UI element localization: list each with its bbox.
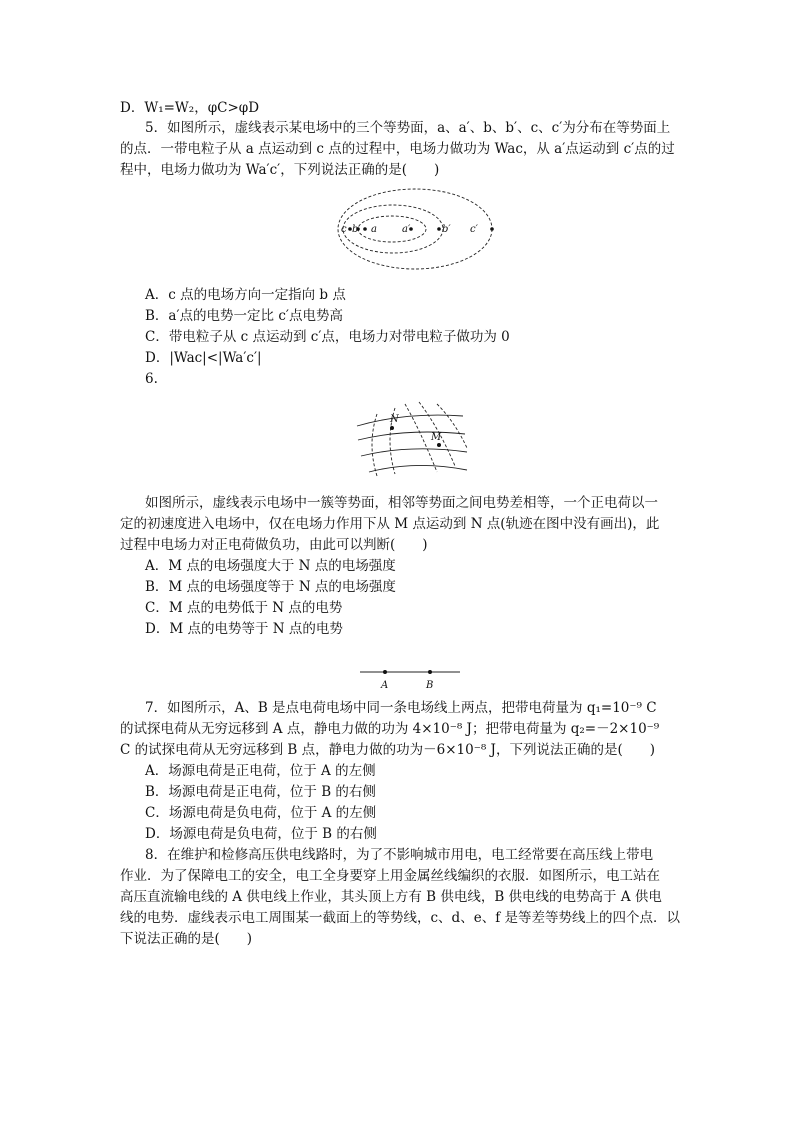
q6-field-line-3 [361, 449, 467, 456]
q6-option-b: B．M 点的电场强度等于 N 点的电场强度 [145, 579, 396, 595]
q5-figure-equipotential-ellipses [335, 185, 495, 275]
q6-field-line-1 [357, 415, 463, 426]
q7-point-b [428, 670, 432, 674]
q6-figure-equipotential-surfaces [355, 400, 470, 478]
q8-stem-line-5: 下说法正确的是( ) [120, 931, 253, 947]
q7-label-b: B [426, 680, 434, 691]
q5-label-c: c [341, 224, 347, 235]
q5-stem-line-3: 程中，电场力做功为 Wa′c′，下列说法正确的是( ) [120, 162, 440, 178]
q5-stem-line-1: 5．如图所示，虚线表示某电场中的三个等势面，a、a′、b、b′、c、c′为分布在等势面上 [145, 120, 671, 136]
q5-label-a-prime: a′ [402, 224, 411, 235]
q5-option-d: D．|Wac|<|Wa′c′| [145, 350, 262, 366]
q5-label-a: a [371, 224, 377, 235]
q6-label-m: M [431, 432, 442, 443]
q8-stem-line-3: 高压直流输电线的 A 供电线上作业，其头顶上方有 B 供电线，B 供电线的电势高于 A 供电 [120, 889, 662, 905]
q8-stem-line-1: 8．在维护和检修高压供电线路时，为了不影响城市用电，电工经常要在高压线上带电 [145, 847, 654, 863]
q8-stem-line-2: 作业．为了保障电工的安全，电工全身要穿上用金属丝线编织的衣服．如图所示，电工站在 [120, 868, 660, 884]
q7-point-a [383, 670, 387, 674]
q5-ellipse-outer [338, 189, 492, 269]
q6-stem-line-3: 过程中电场力对正电荷做负功，由此可以判断( ) [120, 537, 428, 553]
q5-label-b-prime: b′ [442, 224, 451, 235]
q5-label-b: b [352, 224, 359, 235]
q6-label-n: N [390, 414, 399, 425]
q7-figure-field-line [350, 662, 465, 692]
q7-option-d: D．场源电荷是负电荷，位于 B 的右侧 [145, 826, 377, 842]
q7-option-a: A．场源电荷是正电荷，位于 A 的左侧 [145, 763, 376, 779]
q5-ellipse-inner [358, 216, 426, 242]
q5-point-b-prime [437, 227, 441, 231]
q7-stem-line-3: C 的试探电荷从无穷远移到 B 点，静电力做的功为－6×10⁻⁸ J，下列说法正确的是( ) [120, 742, 655, 758]
q6-point-n [390, 426, 394, 430]
q8-stem-line-4: 线的电势．虚线表示电工周围某一截面上的等势线，c、d、e、f 是等差等势线上的四个点．以 [120, 910, 680, 926]
q7-stem-line-2: 的试探电荷从无穷远移到 A 点，静电力做的功为 4×10⁻⁸ J；把带电荷量为 q₂=－2×10⁻⁹ [120, 721, 660, 737]
q6-stem-line-1: 如图所示，虚线表示电场中一簇等势面，相邻等势面之间电势差相等，一个正电荷以一 [145, 495, 658, 511]
q6-point-m [437, 443, 441, 447]
q7-option-c: C．场源电荷是负电荷，位于 A 的左侧 [145, 805, 377, 821]
q5-stem-line-2: 的点．一带电粒子从 a 点运动到 c 点的过程中，电场力做功为 Wac，从 a′点运动到 c′点的过 [120, 141, 675, 157]
q6-equipotential-5 [437, 404, 467, 448]
q6-stem-line-2: 定的初速度进入电场中，仅在电场力作用下从 M 点运动到 N 点(轨迹在图中没有画出)，此 [120, 516, 660, 532]
q6-number: 6. [145, 371, 158, 387]
q5-label-c-prime: c′ [470, 224, 478, 235]
q6-field-line-4 [369, 465, 467, 472]
q5-point-a [363, 227, 367, 231]
q5-option-b: B．a′点的电势一定比 c′点电势高 [145, 308, 343, 324]
q6-option-a: A．M 点的电场强度大于 N 点的电场强度 [145, 558, 396, 574]
prev-option-d: D．W₁=W₂，φC>φD [120, 100, 260, 116]
q7-label-a: A [381, 680, 389, 691]
q6-equipotential-1 [372, 414, 377, 476]
q5-option-c: C．带电粒子从 c 点运动到 c′点，电场力对带电粒子做功为 0 [145, 329, 510, 345]
q6-option-c: C．M 点的电势低于 N 点的电势 [145, 600, 343, 616]
q7-option-b: B．场源电荷是正电荷，位于 B 的右侧 [145, 784, 376, 800]
q5-point-c-prime [490, 227, 494, 231]
q7-stem-line-1: 7．如图所示，A、B 是点电荷电场中同一条电场线上两点，把带电荷量为 q₁=10⁻⁹ C [145, 700, 657, 716]
q6-field-line-2 [358, 432, 465, 440]
q6-option-d: D．M 点的电势等于 N 点的电势 [145, 621, 343, 637]
q5-option-a: A．c 点的电场方向一定指向 b 点 [145, 287, 346, 303]
